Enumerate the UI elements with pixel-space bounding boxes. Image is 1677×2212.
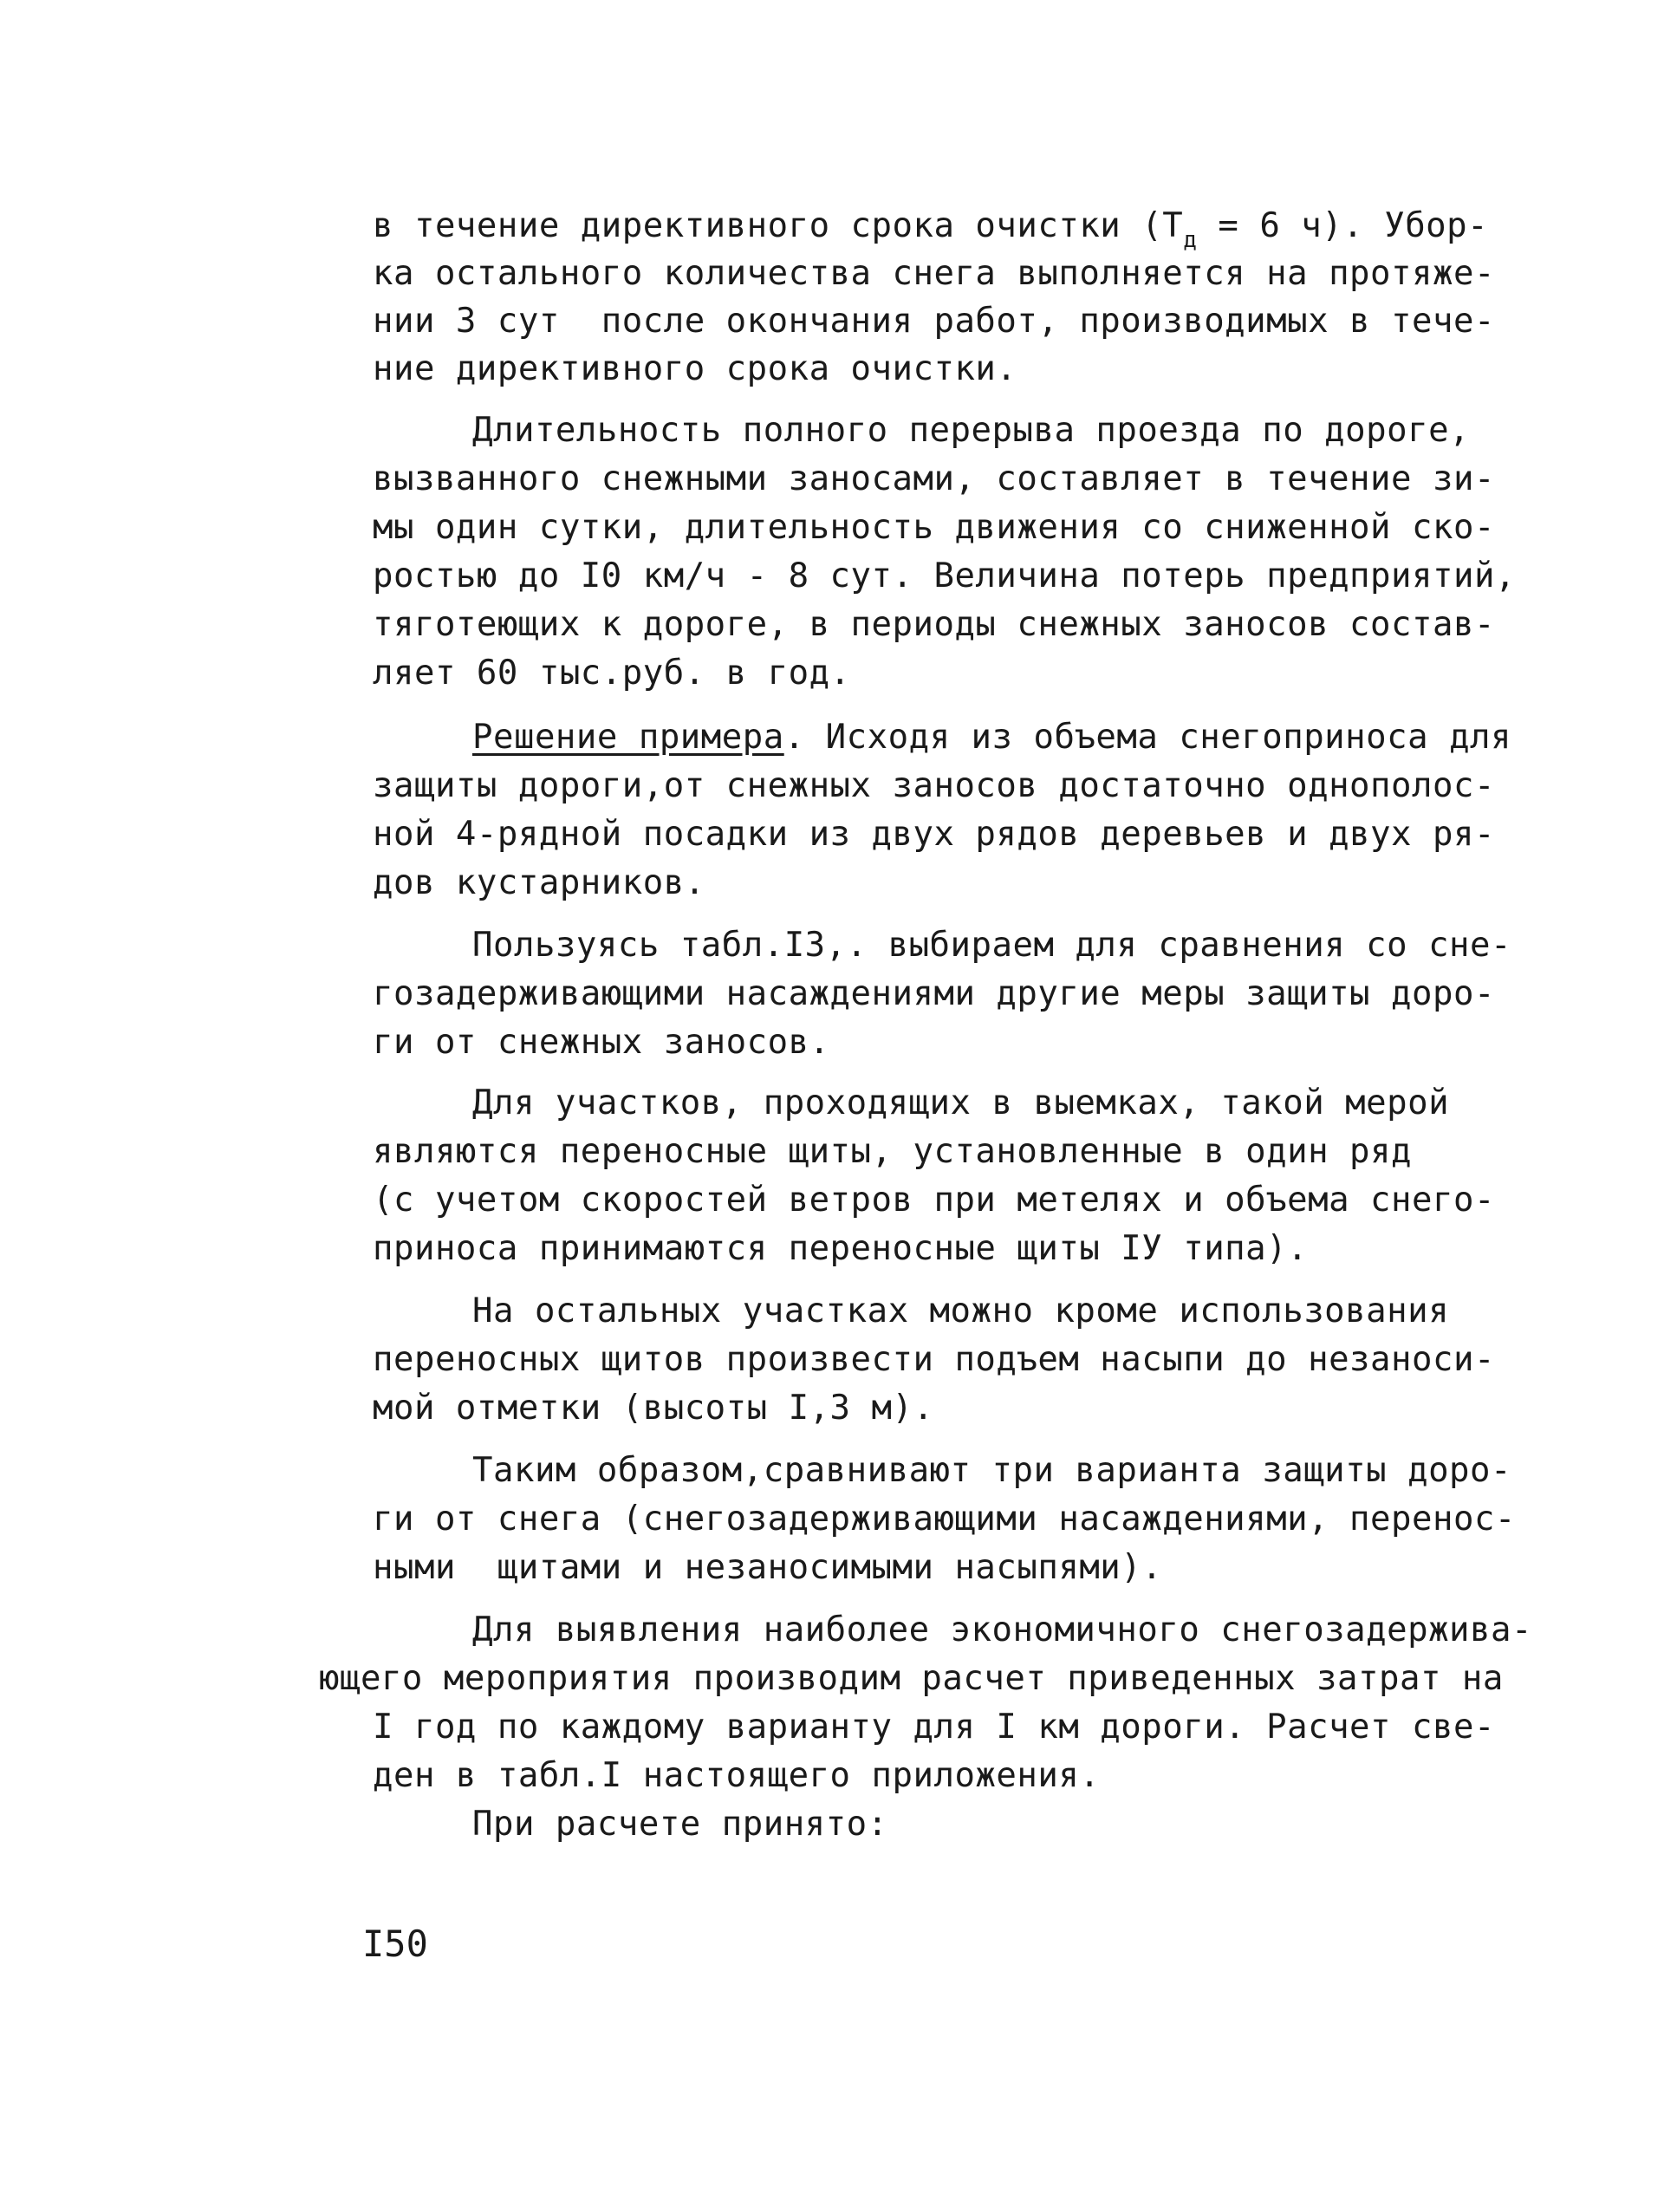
text-line: Для выявления наиболее экономичного снегозадержива- xyxy=(472,1610,1532,1649)
text-line xyxy=(472,716,1511,759)
text-segment: = 6 ч). Убор- xyxy=(1197,206,1489,245)
text-line: вызванного снежными заносами, составляет в течение зи- xyxy=(373,459,1495,498)
text-line: тяготеющих к дороге, в периоды снежных заносов состав- xyxy=(373,605,1495,644)
text-line: мой отметки (высоты I,3 м). xyxy=(373,1389,934,1428)
text-line: ными щитами и незаносимыми насыпями). xyxy=(373,1548,1163,1587)
subscript: д xyxy=(1183,227,1198,253)
text-line: мы один сутки, длительность движения со сниженной ско- xyxy=(373,508,1495,547)
text-line: При расчете принято: xyxy=(472,1805,888,1844)
text-line: ка остального количества снега выполняется на протяже- xyxy=(373,254,1495,293)
page-number: I50 xyxy=(362,1922,428,1965)
text-line: Пользуясь табл.I3,. выбираем для сравнения со сне- xyxy=(472,926,1511,965)
text-line: ющего мероприятия производим расчет приведенных затрат на xyxy=(319,1659,1504,1698)
text-line xyxy=(373,205,1488,251)
text-segment: . Исходя из объема снегоприноса для xyxy=(783,718,1512,757)
text-line: ние директивного срока очистки. xyxy=(373,349,1017,388)
text-line: являются переносные щиты, установленные в один ряд xyxy=(373,1132,1412,1171)
text-line: ги от снега (снегозадерживающими насаждениями, перенос- xyxy=(373,1500,1516,1539)
text-line: Таким образом,сравнивают три варианта защиты доро- xyxy=(472,1451,1511,1490)
text-line: защиты дороги,от снежных заносов достаточно однополос- xyxy=(373,766,1495,805)
text-line: приноса принимаются переносные щиты IУ типа). xyxy=(373,1229,1309,1268)
text-line: Длительность полного перерыва проезда по дороге, xyxy=(472,411,1471,450)
text-line: ден в табл.I настоящего приложения. xyxy=(373,1756,1101,1795)
text-line: I год по каждому варианту для I км дороги. Расчет све- xyxy=(373,1708,1495,1747)
text-line: (с учетом скоростей ветров при метелях и объема снего- xyxy=(373,1181,1495,1220)
text-line: На остальных участках можно кроме использования xyxy=(472,1291,1450,1330)
text-segment: в течение директивного срока очистки (Т xyxy=(373,206,1184,245)
text-line: ги от снежных заносов. xyxy=(373,1023,830,1062)
text-line: ростью до I0 км/ч - 8 сут. Величина потерь предприятий, xyxy=(373,556,1516,595)
underlined-heading: Решение примера xyxy=(472,718,784,757)
text-line: Для участков, проходящих в выемках, такой мерой xyxy=(472,1083,1450,1122)
text-line: ляет 60 тыс.руб. в год. xyxy=(373,654,851,693)
text-line: ной 4-рядной посадки из двух рядов деревьев и двух ря- xyxy=(373,815,1495,854)
text-line: дов кустарников. xyxy=(373,863,705,902)
text-line: переносных щитов произвести подъем насыпи до незаноси- xyxy=(373,1340,1495,1379)
text-line: гозадерживающими насаждениями другие меры защиты доро- xyxy=(373,974,1495,1013)
text-line: нии 3 сут после окончания работ, производимых в тече- xyxy=(373,302,1495,341)
